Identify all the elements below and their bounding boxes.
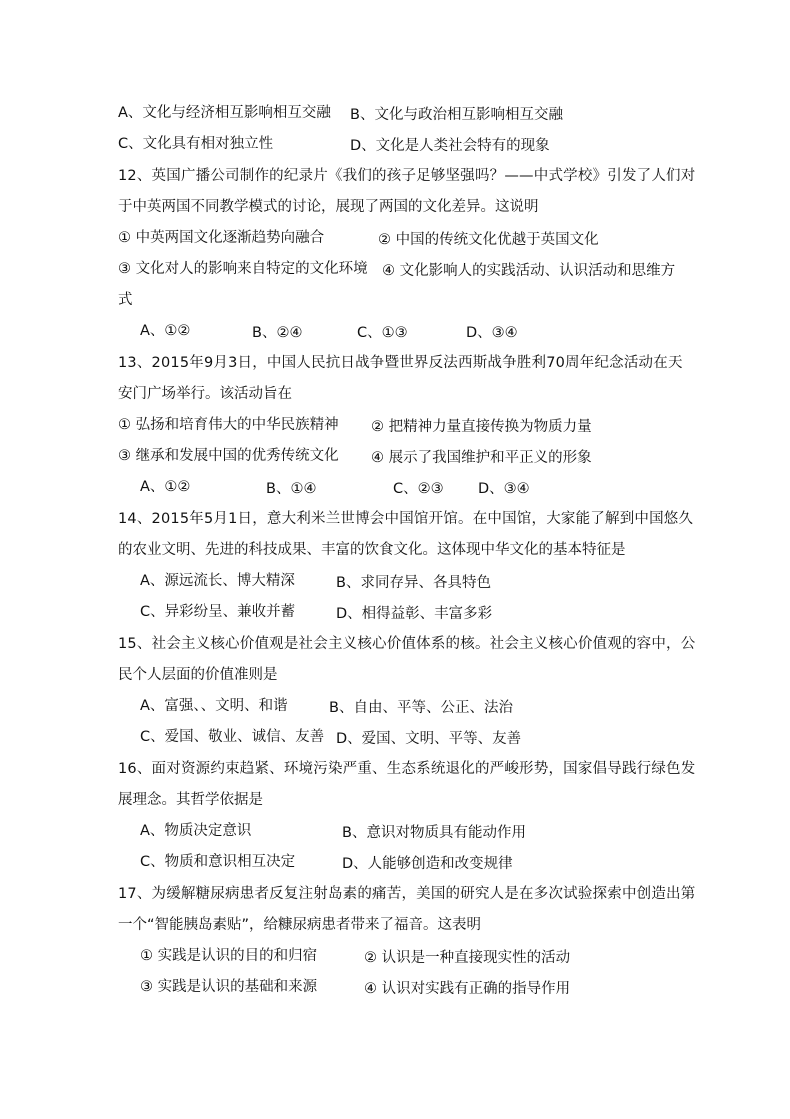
q17-stem-line1: 17、为缓解糖尿病患者反复注射岛素的痛苦，美国的研究人是在多次试验探索中创造出第 (118, 886, 696, 902)
q13-item-2: ② 把精神力量直接传换为物质力量 (371, 419, 592, 435)
q15-option-d: D、爱国、文明、平等、友善 (336, 731, 522, 747)
q16-option-c: C、物质和意识相互决定 (140, 854, 296, 870)
q11-option-c: C、文化具有相对独立性 (118, 136, 274, 152)
q13-option-d: D、③④ (478, 481, 530, 497)
q16-option-d: D、人能够创造和改变规律 (342, 856, 513, 872)
q13-item-4: ④ 展示了我国维护和平正义的形象 (371, 450, 592, 466)
q12-option-b: B、②④ (252, 325, 303, 341)
q16-stem-line2: 展理念。其哲学依据是 (118, 792, 263, 808)
q14-option-a: A、源远流长、博大精深 (140, 573, 295, 589)
q17-item-1: ① 实践是认识的目的和归宿 (140, 948, 318, 964)
q12-stem-line2: 于中英两国不同教学模式的讨论，展现了两国的文化差异。这说明 (118, 199, 539, 215)
q13-item-1: ① 弘扬和培育伟大的中华民族精神 (118, 417, 339, 433)
q11-option-a: A、文化与经济相互影响相互交融 (118, 105, 331, 121)
q12-option-a: A、①② (140, 323, 191, 339)
q12-item-2: ② 中国的传统文化优越于英国文化 (378, 232, 599, 248)
q17-item-2: ② 认识是一种直接现实性的活动 (364, 950, 571, 966)
q13-option-c: C、②③ (393, 481, 444, 497)
q13-option-a: A、①② (140, 479, 191, 495)
q17-item-4: ④ 认识对实践有正确的指导作用 (364, 981, 571, 997)
q17-stem-line2: 一个“智能胰岛素贴”，给糠尿病患者带来了福音。这表明 (118, 917, 482, 933)
q17-item-3: ③ 实践是认识的基础和来源 (140, 979, 318, 995)
q12-item-1: ① 中英两国文化逐渐趋势向融合 (118, 230, 325, 246)
q15-option-a: A、富强、、文明、和谐 (140, 698, 288, 714)
q14-stem-line2: 的农业文明、先进的科技成果、丰富的饮食文化。这体现中华文化的基本特征是 (118, 542, 626, 558)
q15-option-b: B、自由、平等、公正、法治 (329, 700, 513, 716)
q13-item-3: ③ 继承和发展中国的优秀传统文化 (118, 448, 339, 464)
q12-stem-line1: 12、英国广播公司制作的纪录片《我们的孩子足够坚强吗？——中式学校》引发了人们对 (118, 168, 696, 184)
q14-option-c: C、异彩纷呈、兼收并蓄 (140, 604, 296, 620)
q13-option-b: B、①④ (266, 481, 317, 497)
q16-option-b: B、意识对物质具有能动作用 (342, 825, 526, 841)
q15-stem-line1: 15、社会主义核心价值观是社会主义核心价值体系的核。社会主义核心价值观的容中，公 (118, 636, 696, 652)
q11-option-b: B、文化与政治相互影响相互交融 (350, 107, 563, 123)
q15-option-c: C、爱国、敬业、诚信、友善 (140, 729, 325, 745)
q12-item-4-cont: 式 (118, 292, 133, 308)
q14-stem-line1: 14、2015年5月1日，意大利米兰世博会中国馆开馆。在中国馆，大家能了解到中国悠久 (118, 511, 694, 527)
q13-stem-line2: 安门广场举行。该活动旨在 (118, 386, 292, 402)
q14-option-b: B、求同存异、各具特色 (336, 575, 491, 591)
q11-option-d: D、文化是人类社会特有的现象 (350, 138, 550, 154)
q15-stem-line2: 民个人层面的价值准则是 (118, 667, 278, 683)
q14-option-d: D、相得益彰、丰富多彩 (336, 606, 493, 622)
q12-item-4: ④ 文化影响人的实践活动、认识活动和思维方 (382, 263, 676, 279)
q12-item-3: ③ 文化对人的影响来自特定的文化环境 (118, 261, 368, 277)
q16-option-a: A、物质决定意识 (140, 823, 252, 839)
q13-stem-line1: 13、2015年9月3日，中国人民抗日战争暨世界反法西斯战争胜利70周年纪念活动在天 (118, 355, 683, 371)
q16-stem-line1: 16、面对资源约束趋紧、环境污染严重、生态系统退化的严峻形势，国家倡导践行绿色发 (118, 761, 696, 777)
q12-option-d: D、③④ (466, 325, 518, 341)
q12-option-c: C、①③ (357, 325, 408, 341)
